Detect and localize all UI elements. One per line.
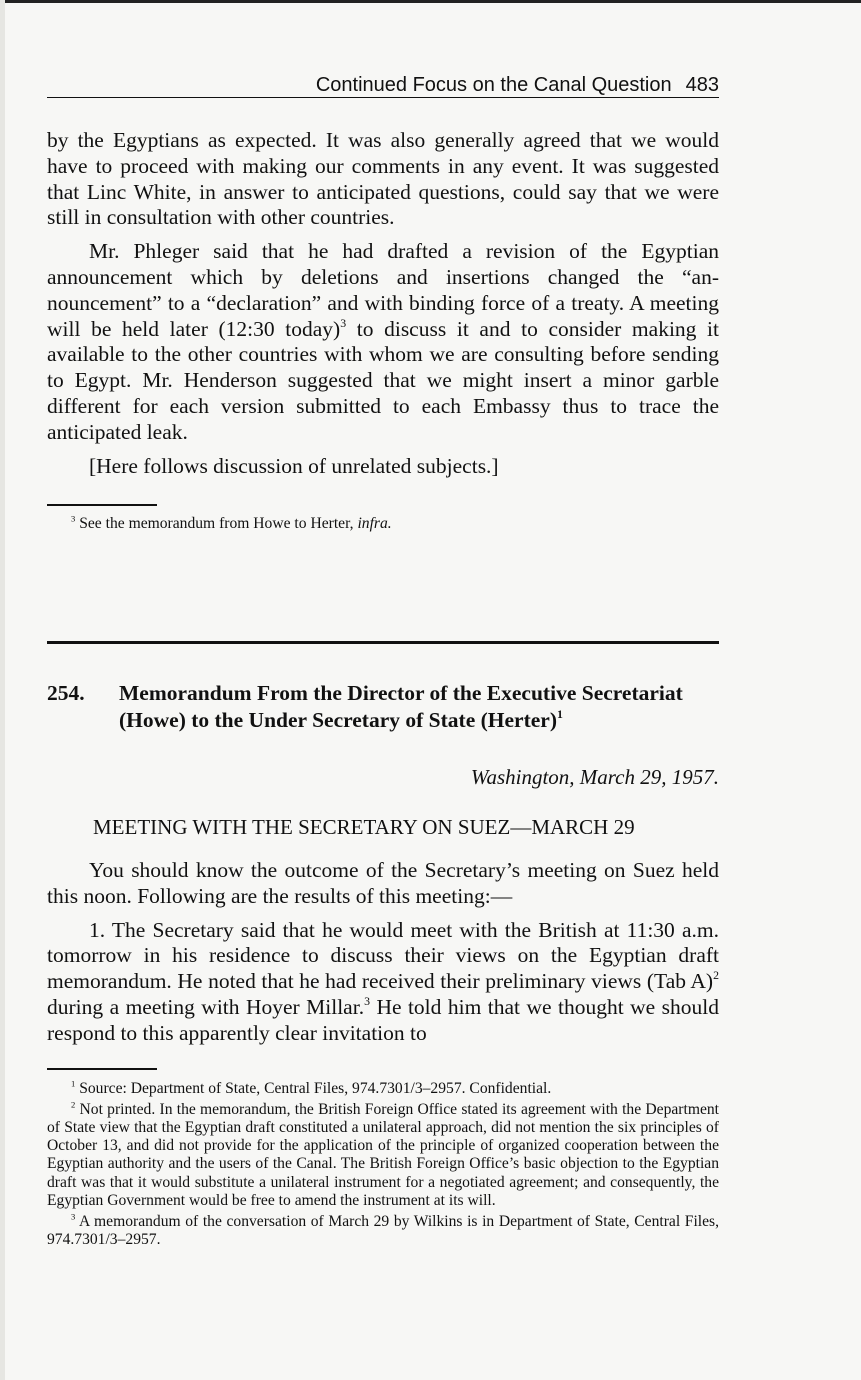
subject-line: MEETING WITH THE SECRETARY ON SUEZ—MARCH 29: [93, 815, 635, 839]
footnote: $^2$ Not printed. In the memorandum, the British Foreign Office stated its agreement with the Department of State view that the Egyptian draft constituted a unilateral approach, did not mention the six principles of October 13, and did not provide for the application of the principle of organized cooperation between the Egyptian authority and the users of the Canal. The British Foreign Office’s basic objection to the Egyptian draft was that it would substitute a unilateral instrument for a negotiated agreement; and consequently, the Egyptian Government would be free to amend the instrument at its will.: [47, 1099, 719, 1209]
running-head: [47, 72, 719, 98]
running-title: Continued Focus on the Canal Question: [315, 74, 672, 96]
document-heading: [47, 680, 719, 734]
footnote-block-top: [47, 504, 719, 536]
document-number: 254.: [47, 681, 85, 705]
footnote-ref: 1: [557, 707, 563, 722]
section-divider: [47, 641, 719, 644]
paragraph: 1. The Secretary said that he would meet with the British at 11:30 a.m. tomorrow in his residence to discuss their views on the Egyptian draft memorandum. He noted that he had received their preliminary views (Tab A)$^2$ during a meeting with Hoyer Millar.$^3$ He told him that we thought we should respond to this apparently clear invitation to: [47, 917, 719, 1045]
footnote-ref: 3: [340, 315, 347, 330]
footnote: $^1$ Source: Department of State, Central Files, 974.7301/3–2957. Confidential.: [71, 1078, 552, 1097]
paragraph: You should know the outcome of the Secretary’s meeting on Suez held this noon. Following are the results of this meeting:—: [47, 858, 719, 908]
continued-text: [47, 128, 719, 479]
memorandum-body: [47, 858, 719, 1047]
footnote-ref: 3: [364, 994, 370, 1009]
document-title: Memorandum From the Director of the Executive Secretariat (Howe) to the Under Secretary of State (Herter)$^1$: [119, 681, 683, 732]
footnote-rule: [47, 1068, 157, 1070]
footnote: $^3$ A memorandum of the conversation of March 29 by Wilkins is in Department of State, Central Files, 974.7301/3–2957.: [47, 1211, 719, 1249]
dateline: Washington, March 29, 1957.: [470, 765, 719, 789]
footnote-ref: 2: [713, 968, 719, 983]
page-top-edge: [0, 0, 861, 3]
paragraph: by the Egyptians as expected. It was also generally agreed that we would have to proceed with making our comments in any event. It was suggested that Linc White, in answer to anticipated questions, could say that we were still in consultation with other countries.: [47, 128, 719, 230]
footnote: $^3$ See the memorandum from Howe to Herter, infra.: [71, 513, 392, 532]
page-left-edge: [0, 0, 5, 1380]
page-number: 483: [685, 74, 719, 96]
footnote-block-bottom: [47, 1068, 719, 1252]
paragraph: Mr. Phleger said that he had drafted a revision of the Egyptian announcement which by deletions and insertions changed the “announcement” to a “declaration” and with binding force of a treaty. A meeting will be held later (12:30 today)$^3$ to discuss it and to consider making it available to the other countries with whom we are consulting before sending to Egypt. Mr. Henderson suggested that we might insert a minor garble different for each version submitted to each Embassy thus to trace the anticipated leak.: [47, 239, 720, 444]
editorial-note: [Here follows discussion of unrelated subjects.]: [89, 453, 499, 478]
footnote-rule: [47, 504, 157, 506]
header-rule: [47, 97, 719, 98]
